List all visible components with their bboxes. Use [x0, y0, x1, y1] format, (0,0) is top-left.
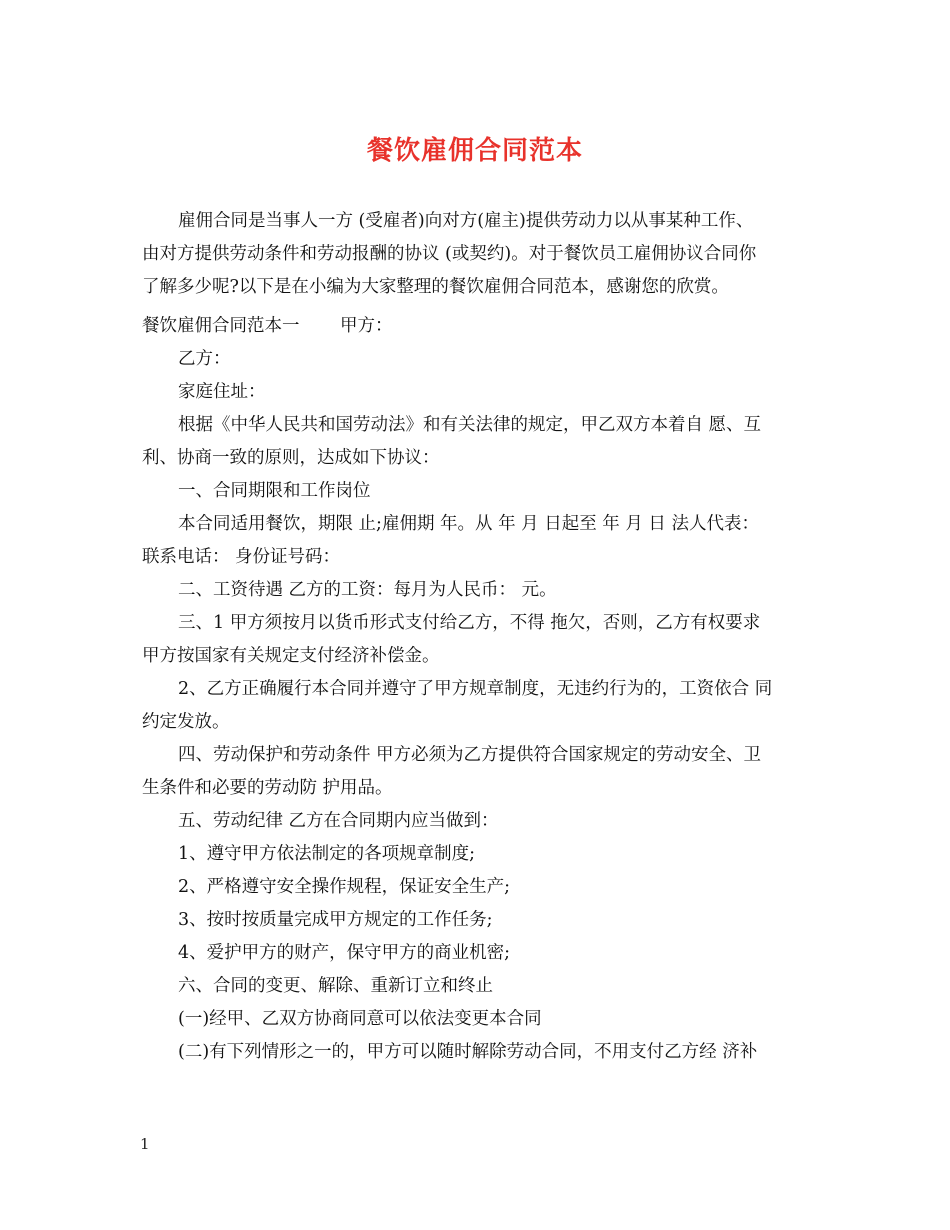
- clause3-line: 三、1 甲方须按月以货币形式支付给乙方，不得 拖欠，否则，乙方有权要求: [178, 613, 761, 633]
- section-header: 餐饮雇佣合同范本一 甲方：: [142, 316, 393, 336]
- clause3-line: 甲方按国家有关规定支付经济补偿金。: [142, 646, 440, 666]
- clause6-item: (一)经甲、乙双方协商同意可以依法变更本合同: [178, 1009, 542, 1029]
- clause6-title: 六、合同的变更、解除、重新订立和终止: [178, 976, 493, 996]
- clause6-item: (二)有下列情形之一的，甲方可以随时解除劳动合同，不用支付乙方经 济补: [178, 1042, 758, 1062]
- basis-line: 根据《中华人民共和国劳动法》和有关法律的规定，甲乙双方本着自 愿、互: [178, 415, 762, 435]
- clause1-body: [142, 508, 822, 574]
- clause3: [142, 607, 822, 673]
- party-b-line: 乙方：: [178, 349, 231, 369]
- intro-line: 由对方提供劳动条件和劳动报酬的协议 (或契约)。对于餐饮员工雇佣协议合同你: [142, 244, 757, 264]
- clause4-line: 生条件和必要的劳动防 护用品。: [142, 778, 393, 798]
- clause3-2-line: 2、乙方正确履行本合同并遵守了甲方规章制度，无违约行为的，工资依合 同: [178, 679, 773, 699]
- clause4-line: 四、劳动保护和劳动条件 甲方必须为乙方提供符合国家规定的劳动安全、卫: [178, 745, 762, 765]
- clause1-line: 本合同适用餐饮，期限 止;雇佣期 年。从 年 月 日起至 年 月 日 法人代表：: [178, 514, 759, 534]
- basis-line: 利、协商一致的原则，达成如下协议：: [142, 448, 440, 468]
- clause2: 二、工资待遇 乙方的工资：每月为人民币： 元。: [178, 580, 557, 600]
- intro-line: 雇佣合同是当事人一方 (受雇者)向对方(雇主)提供劳动力以从事某种工作、: [178, 211, 754, 231]
- document-title: 餐饮雇佣合同范本: [366, 136, 583, 166]
- clause1-line: 联系电话： 身份证号码：: [142, 547, 341, 567]
- clause3-2: [142, 673, 822, 739]
- clause5-item: 2、严格遵守安全操作规程，保证安全生产;: [178, 877, 511, 897]
- intro-line: 了解多少呢?以下是在小编为大家整理的餐饮雇佣合同范本，感谢您的欣赏。: [142, 277, 729, 297]
- clause5-item: 4、爱护甲方的财产，保守甲方的商业机密;: [178, 943, 511, 963]
- page-number: 1: [140, 1135, 150, 1153]
- clause1-title: 一、合同期限和工作岗位: [178, 481, 371, 501]
- home-address-line: 家庭住址：: [178, 382, 266, 402]
- clause4: [142, 739, 822, 805]
- clause3-2-line: 约定发放。: [142, 712, 230, 732]
- basis-paragraph: [142, 409, 822, 475]
- intro-paragraph: [142, 205, 822, 304]
- clause5-item: 3、按时按质量完成甲方规定的工作任务;: [178, 910, 493, 930]
- clause5-item: 1、遵守甲方依法制定的各项规章制度;: [178, 844, 476, 864]
- clause5-title: 五、劳动纪律 乙方在合同期内应当做到：: [178, 811, 499, 831]
